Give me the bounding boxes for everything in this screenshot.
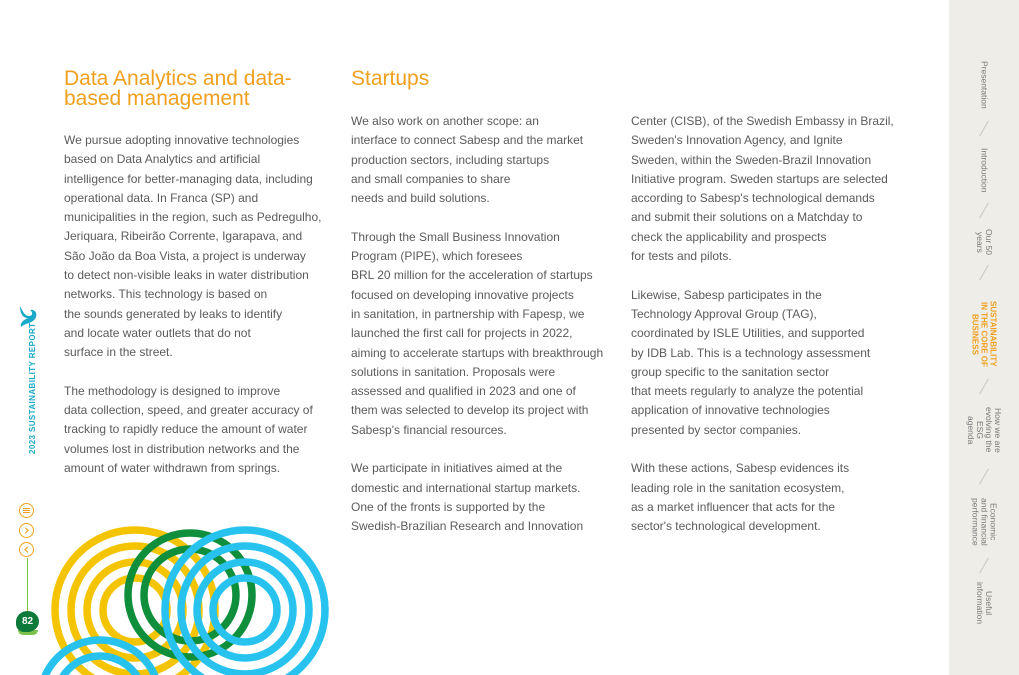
sidebar-item-label: SUSTAINABILITY IN THE CORE OF BUSINESS <box>970 301 998 367</box>
section-title-data-analytics: Data Analytics and data-based management <box>64 67 292 110</box>
sidebar-item-useful-information[interactable] <box>949 578 1019 628</box>
previous-page-button[interactable] <box>19 542 34 557</box>
page-number-badge: 82 <box>16 611 39 632</box>
sidebar-divider <box>979 120 989 136</box>
sidebar-item-sustainability-core[interactable] <box>949 294 1019 374</box>
chevron-left-icon <box>22 545 31 554</box>
paragraph: Through the Small Business Innovation Program (PIPE), which foresees BRL 20 million for the acceleration of startups focused on developing innovative projects in sanitation, in partnership with Fapesp, we launched the first call for projects in 2022, aiming to accelerate startups with breakthrough solutions in sanitation. Proposals were assessed and qualified in 2023 and one of them was selected to develop its project with Sabesp's financial resources. <box>351 229 604 437</box>
sidebar-item-label: Our 50 years <box>975 229 994 255</box>
paragraph: Center (CISB), of the Swedish Embassy in Brazil, Sweden's Innovation Agency, and Ignite Sweden, within the Sweden-Brazil Innovation Initiative program. Sweden startups are selected according to Sabesp's technological demands and submit their solutions on a Matchday to check the applicability and prospects for tests and pilots. <box>631 114 894 264</box>
chevron-right-icon <box>22 526 31 535</box>
sidebar-divider <box>979 202 989 218</box>
sidebar-divider <box>979 264 989 280</box>
sidebar-item-label: Economic and financial performance <box>970 498 999 546</box>
paragraph: Likewise, Sabesp participates in the Technology Approval Group (TAG), coordinated by ISLE Utilities, and supported by IDB Lab. This is a technology assessment group specific to the sanitation sector that meets regularly to analyze the potential application of innovative technologies presented by sector companies. <box>631 287 871 437</box>
decorative-rings-graphic <box>40 515 340 675</box>
sidebar-item-label: Useful information <box>975 581 994 625</box>
text-column-2 <box>351 112 619 556</box>
sidebar-item-label: How we are evolving the ESG agenda <box>966 407 1003 453</box>
text-column-1 <box>64 131 336 498</box>
section-title-startups: Startups <box>351 67 430 90</box>
paragraph: We pursue adopting innovative technologies based on Data Analytics and artificial intelligence for better-managing data, including operational data. In Franca (SP) and municipalities in the region, such as Pedregulho, Jeriquara, Ribeirão Corrente, Igarapava, and São João da Boa Vista, a project is underway to detect non-visible leaks in water distribution networks. This technology is based on the sounds generated by leaks to identify and locate water outlets that do not surface in the street. <box>64 133 322 360</box>
paragraph: We participate in initiatives aimed at the domestic and international startup markets. One of the fronts is supported by the Swedish-Brazilian Research and Innovation <box>351 461 584 534</box>
text-column-3 <box>631 112 901 556</box>
sidebar-item-label: Presentation <box>979 61 990 109</box>
sidebar-item-label: Introduction <box>979 147 990 193</box>
sidebar-item-esg-agenda[interactable] <box>949 398 1019 462</box>
paragraph: With these actions, Sabesp evidences its leading role in the sanitation ecosystem, as a market influencer that acts for the sector's technological development. <box>631 461 850 534</box>
sidebar-divider <box>979 468 989 484</box>
menu-button[interactable] <box>19 503 34 518</box>
sidebar-item-economic-performance[interactable] <box>949 492 1019 552</box>
sidebar-item-presentation[interactable] <box>949 55 1019 115</box>
sidebar-divider <box>979 557 989 573</box>
sidebar-item-introduction[interactable] <box>949 140 1019 200</box>
next-page-button[interactable] <box>19 523 34 538</box>
menu-icon <box>22 506 31 515</box>
sidebar-item-our-50-years[interactable] <box>949 222 1019 262</box>
paragraph: We also work on another scope: an interface to connect Sabesp and the market production sectors, including startups and small companies to share needs and build solutions. <box>351 114 584 206</box>
nav-line <box>27 558 28 614</box>
section-navigation-sidebar <box>949 0 1019 675</box>
paragraph: The methodology is designed to improve data collection, speed, and greater accuracy of tracking to rapidly reduce the amount of water volumes lost in distribution networks and the amount of water withdrawn from springs. <box>64 383 313 476</box>
report-title-vertical: 2023 SUSTAINABILITY REPORT <box>28 322 37 454</box>
sidebar-divider <box>979 378 989 394</box>
